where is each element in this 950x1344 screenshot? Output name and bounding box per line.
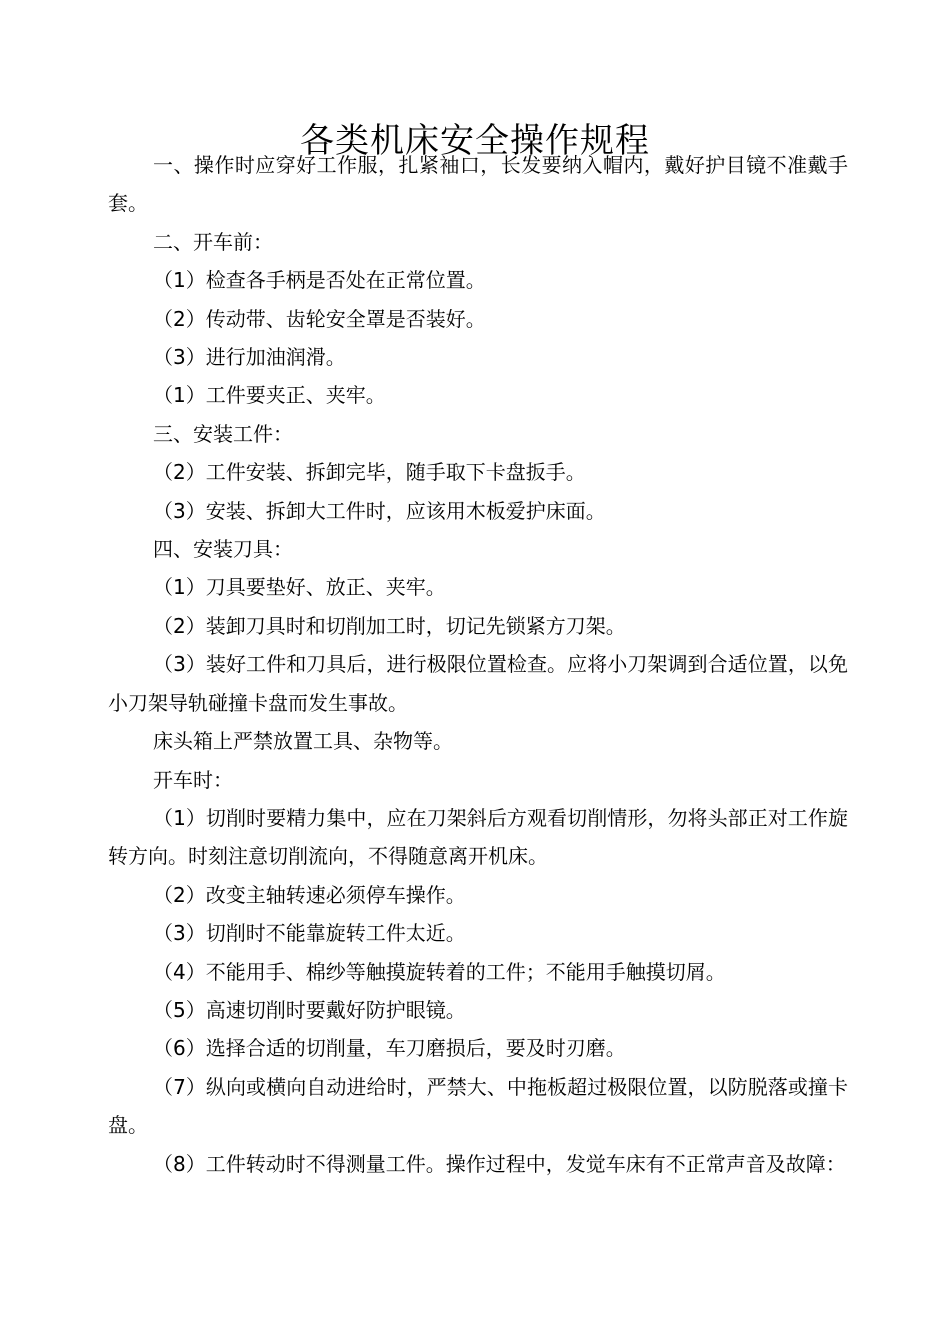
document-title: 各类机床安全操作规程: [300, 120, 650, 161]
paragraph-16: （1）切削时要精力集中，应在刀架斜后方观看切削情形，勿将头部正对工作旋转方向。时刻注意切削流向，不得随意离开机床。: [108, 805, 848, 869]
paragraph-20: （5）高速切削时要戴好防护眼镜。: [153, 997, 466, 1022]
paragraph-9: （3）安装、拆卸大工件时，应该用木板爱护床面。: [153, 498, 606, 523]
paragraph-12: （2）装卸刀具时和切削加工时，切记先锁紧方刀架。: [153, 613, 626, 638]
paragraph-18: （3）切削时不能靠旋转工件太近。: [153, 921, 466, 946]
paragraph-5: （3）进行加油润滑。: [153, 345, 346, 370]
paragraph-22: （7）纵向或横向自动进给时，严禁大、中拖板超过极限位置，以防脱落或撞卡盘。: [108, 1074, 848, 1138]
paragraph-23: （8）工件转动时不得测量工件。操作过程中，发觉车床有不正常声音及故障：: [153, 1151, 846, 1176]
paragraph-6: （1）工件要夹正、夹牢。: [153, 383, 386, 408]
paragraph-2: 二、开车前：: [153, 229, 273, 254]
paragraph-19: （4）不能用手、棉纱等触摸旋转着的工件；不能用手触摸切屑。: [153, 959, 726, 984]
paragraph-21: （6）选择合适的切削量，车刀磨损后，要及时刃磨。: [153, 1036, 626, 1061]
paragraph-8: （2）工件安装、拆卸完毕，随手取下卡盘扳手。: [153, 460, 586, 485]
paragraph-17: （2）改变主轴转速必须停车操作。: [153, 882, 466, 907]
paragraph-3: （1）检查各手柄是否处在正常位置。: [153, 268, 486, 293]
paragraph-15: 开车时：: [153, 767, 233, 792]
paragraph-11: （1）刀具要垫好、放正、夹牢。: [153, 575, 446, 600]
paragraph-13: （3）装好工件和刀具后，进行极限位置检查。应将小刀架调到合适位置，以免小刀架导轨碰撞卡盘而发生事故。: [108, 652, 848, 715]
paragraph-4: （2）传动带、齿轮安全罩是否装好。: [153, 306, 486, 331]
document-body: [108, 146, 848, 1183]
paragraph-10: 四、安装刀具：: [153, 537, 293, 562]
paragraph-14: 床头箱上严禁放置工具、杂物等。: [153, 729, 453, 754]
paragraph-1: 一、操作时应穿好工作服，扎紧袖口，长发要纳入帽内，戴好护目镜不准戴手套。: [108, 153, 848, 216]
paragraph-7: 三、安装工件：: [153, 421, 293, 446]
